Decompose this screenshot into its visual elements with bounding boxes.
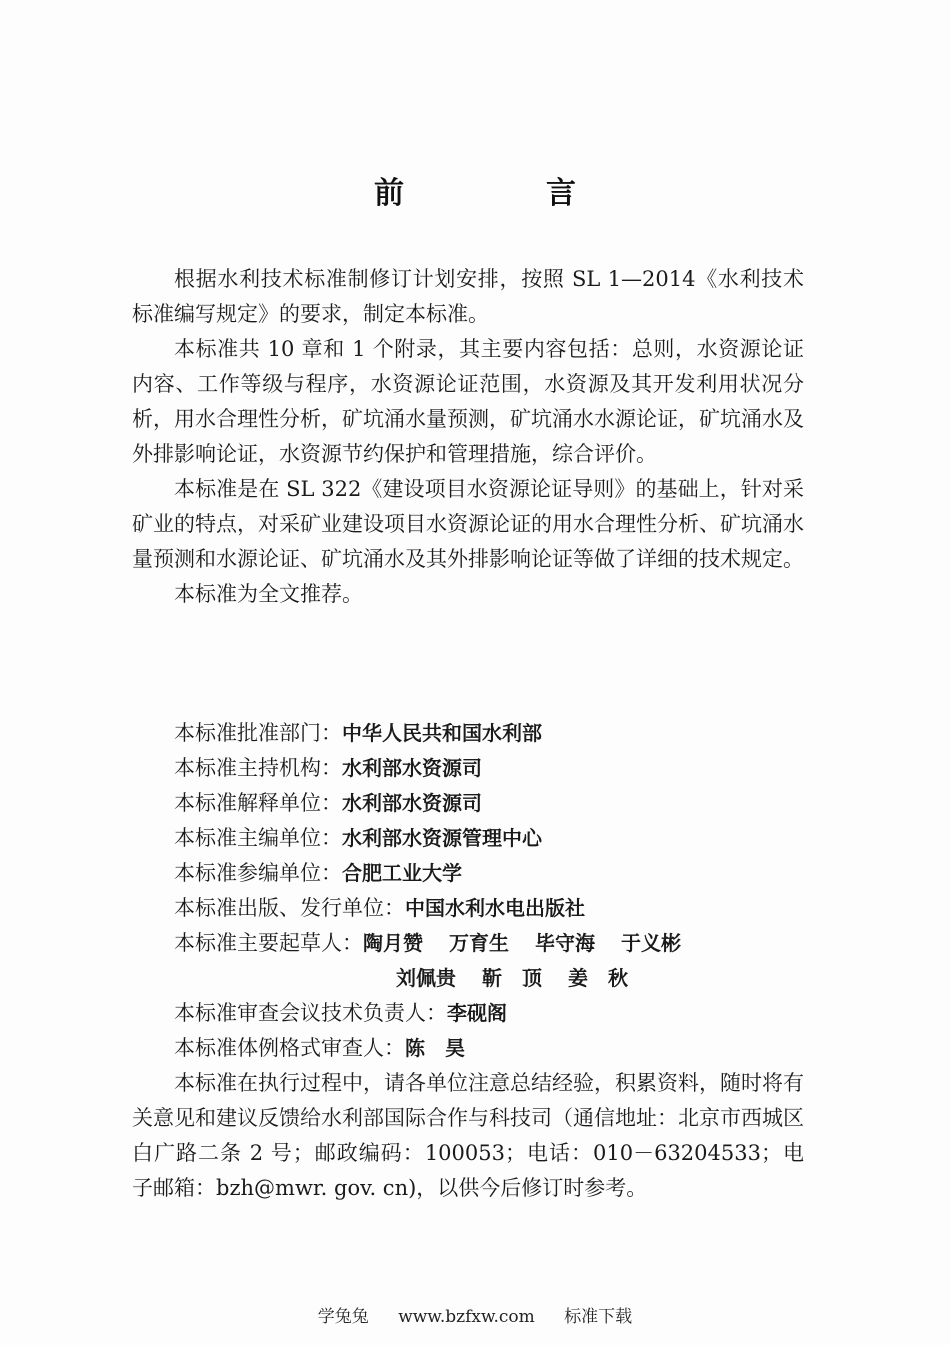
footer-url: www.bzfxw.com (398, 1307, 535, 1327)
paragraph: 本标准是在 SL 322《建设项目水资源论证导则》的基础上，针对采矿业的特点，对采矿业建设项目水资源论证的用水合理性分析、矿坑涌水量预测和水源论证、矿坑涌水及其外排影响论证等做了详细的技术规定。 (132, 477, 804, 571)
info-label: 本标准审查会议技术负责人： (174, 1001, 447, 1025)
paragraph: 本标准在执行过程中，请各单位注意总结经验，积累资料，随时将有关意见和建议反馈给水利部国际合作与科技司（通信地址：北京市西城区白广路二条 2 号；邮政编码：100053；电话：010－63204533；电子邮箱：bzh@mwr. gov. cn)，以供今后修订时参考。 (132, 1071, 804, 1200)
info-format-reviewer (132, 1031, 804, 1066)
info-interpret (132, 786, 804, 821)
info-value: 水利部水资源司 (342, 756, 482, 780)
drafter-name: 万育生 (449, 931, 509, 955)
drafter-name: 于义彬 (621, 931, 681, 955)
info-value: 李砚阁 (447, 1001, 507, 1025)
foreword-body (132, 262, 804, 612)
drafter-name: 姜 秋 (568, 966, 628, 990)
info-label: 本标准主持机构： (174, 756, 342, 780)
info-label: 本标准体例格式审查人： (174, 1036, 405, 1060)
info-drafters-continued (132, 961, 804, 996)
page-title: 前 言 (374, 176, 632, 211)
info-label: 本标准出版、发行单位： (174, 896, 405, 920)
info-publisher (132, 891, 804, 926)
standard-info-block (132, 716, 804, 1066)
info-value: 合肥工业大学 (342, 861, 462, 885)
info-review-lead (132, 996, 804, 1031)
paragraph: 根据水利技术标准制修订计划安排，按照 SL 1—2014《水利技术标准编写规定》的要求，制定本标准。 (132, 267, 804, 326)
footer-site-name: 学兔兔 (317, 1307, 369, 1327)
drafter-name: 靳 顶 (482, 966, 542, 990)
info-label: 本标准解释单位： (174, 791, 342, 815)
info-drafters (132, 926, 804, 961)
info-co-editor (132, 856, 804, 891)
info-label: 本标准主编单位： (174, 826, 342, 850)
page-footer (0, 1302, 950, 1327)
footer-slogan: 标准下载 (564, 1307, 633, 1327)
drafter-name: 毕守海 (535, 931, 595, 955)
info-label: 本标准主要起草人： (174, 931, 363, 955)
info-value: 陈 昊 (405, 1036, 465, 1060)
info-approve (132, 716, 804, 751)
info-value: 水利部水资源司 (342, 791, 482, 815)
info-chief-editor (132, 821, 804, 856)
closing-note (132, 1066, 804, 1206)
paragraph: 本标准为全文推荐。 (174, 582, 363, 606)
info-value: 水利部水资源管理中心 (342, 826, 542, 850)
info-label: 本标准批准部门： (174, 721, 342, 745)
info-label: 本标准参编单位： (174, 861, 342, 885)
drafter-name: 刘佩贵 (396, 966, 456, 990)
info-value: 中国水利水电出版社 (405, 896, 585, 920)
paragraph: 本标准共 10 章和 1 个附录，其主要内容包括：总则，水资源论证内容、工作等级与程序，水资源论证范围，水资源及其开发利用状况分析，用水合理性分析，矿坑涌水量预测，矿坑涌水水源论证，矿坑涌水及外排影响论证，水资源节约保护和管理措施，综合评价。 (132, 337, 804, 466)
info-host (132, 751, 804, 786)
drafter-name: 陶月赞 (363, 931, 423, 955)
info-value: 中华人民共和国水利部 (342, 721, 542, 745)
